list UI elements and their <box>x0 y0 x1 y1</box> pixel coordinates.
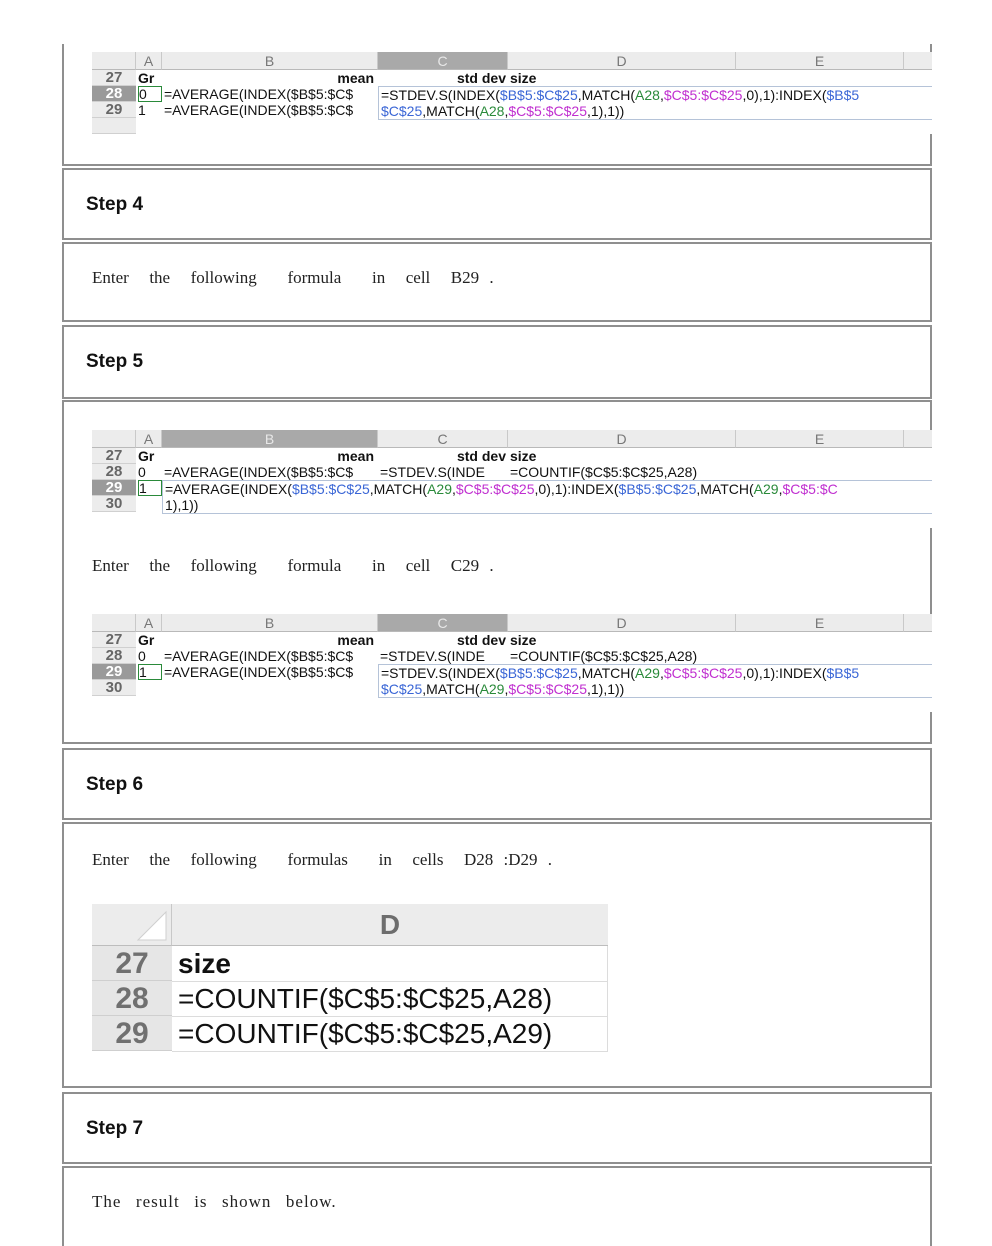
spreadsheet-step5-c29 <box>92 614 932 712</box>
cell-a29[interactable]: 1 <box>138 664 162 680</box>
formula-token: $B$5 <box>826 87 860 103</box>
cell-d28[interactable]: =COUNTIF($C$5:$C$25,A28) <box>178 983 553 1014</box>
formula-token: $B$5:$C$25 <box>618 481 697 497</box>
step-title: Step 6 <box>86 774 144 795</box>
cell-d27[interactable]: size <box>510 70 537 86</box>
formula-token: ,MATCH( <box>369 481 428 497</box>
step3-content-panel <box>62 44 932 166</box>
column-header-b[interactable]: B <box>162 614 378 632</box>
column-header-d[interactable]: D <box>508 430 736 448</box>
formula-token: ,0),1):INDEX( <box>534 481 619 497</box>
step4-content-panel <box>62 242 932 322</box>
cell-b29[interactable]: =AVERAGE(INDEX($B$5:$C$ <box>164 102 354 118</box>
cell-c28[interactable]: =STDEV.S(INDE <box>380 648 485 664</box>
formula-token: $C$5:$C$25 <box>455 481 535 497</box>
formula-token: $C$5:$C$25 <box>663 665 743 681</box>
row-number[interactable]: 27 <box>92 946 172 981</box>
formula-token: ,1),1)) <box>587 681 625 697</box>
row-number[interactable]: 29 <box>92 664 136 680</box>
formula-token: $B$5:$C$25 <box>499 665 578 681</box>
formula-token: ,MATCH( <box>422 681 480 697</box>
formula-token: $B$5:$C$25 <box>499 87 578 103</box>
column-header-a[interactable]: A <box>136 430 162 448</box>
step7-header <box>62 1092 932 1164</box>
cell-a27[interactable]: Gr <box>138 632 155 648</box>
select-all-corner[interactable] <box>92 52 136 70</box>
column-header-f[interactable] <box>904 614 932 632</box>
formula-token: $C$25 <box>381 103 423 119</box>
formula-token: =STDEV.S(INDEX( <box>381 665 500 681</box>
formula-token: $C$5:$C <box>782 481 838 497</box>
cell-d27[interactable]: size <box>510 632 537 648</box>
step-title: Step 4 <box>86 194 144 215</box>
column-header-d[interactable]: D <box>508 52 736 70</box>
cell-b28[interactable]: =AVERAGE(INDEX($B$5:$C$ <box>164 648 354 664</box>
row-number[interactable]: 28 <box>92 464 136 480</box>
formula-token: ,0),1):INDEX( <box>742 87 827 103</box>
formula-token: ,MATCH( <box>577 665 636 681</box>
column-header-c[interactable]: C <box>378 614 508 632</box>
formula-token: ,0),1):INDEX( <box>742 665 827 681</box>
spreadsheet-top <box>92 52 932 134</box>
step-title: Step 5 <box>86 351 144 372</box>
row-number[interactable]: 28 <box>92 86 136 102</box>
column-header-b[interactable]: B <box>162 52 378 70</box>
cell-a28[interactable]: 0 <box>138 464 146 480</box>
formula-token: , <box>504 103 509 119</box>
column-header-b[interactable]: B <box>162 430 378 448</box>
cell-a27[interactable]: Gr <box>138 448 155 464</box>
cell-b28[interactable]: =AVERAGE(INDEX($B$5:$C$ <box>164 464 354 480</box>
step5-content-panel <box>62 400 932 744</box>
cell-b28[interactable]: =AVERAGE(INDEX($B$5:$C$ <box>164 86 354 102</box>
cell-a27[interactable]: Gr <box>138 70 155 86</box>
row-number[interactable]: 28 <box>92 981 172 1016</box>
row-number[interactable]: 28 <box>92 648 136 664</box>
cell-a29[interactable]: 1 <box>138 102 146 118</box>
cell-c27[interactable]: std dev <box>456 70 506 86</box>
column-header-e[interactable]: E <box>736 614 904 632</box>
column-header-e[interactable]: E <box>736 430 904 448</box>
formula-token: A28 <box>479 103 505 119</box>
column-header-d[interactable]: D <box>508 614 736 632</box>
column-header-f[interactable] <box>904 430 932 448</box>
select-all-corner[interactable] <box>92 430 136 448</box>
cell-d27[interactable]: size <box>510 448 537 464</box>
formula-edit-box[interactable] <box>378 86 932 120</box>
step4-header <box>62 168 932 240</box>
column-header-f[interactable] <box>904 52 932 70</box>
cell-d28[interactable]: =COUNTIF($C$5:$C$25,A28) <box>510 648 698 664</box>
row-number[interactable] <box>92 118 136 134</box>
step5-header <box>62 325 932 399</box>
formula-token: , <box>452 481 456 497</box>
formula-token: 1),1)) <box>165 497 199 513</box>
corner-triangle-icon <box>92 904 172 946</box>
formula-token: A29 <box>427 481 452 497</box>
column-header-d[interactable]: D <box>172 904 608 946</box>
cell-b27[interactable]: mean <box>337 632 374 648</box>
formula-token: ,1),1)) <box>587 103 625 119</box>
cell-d29[interactable]: =COUNTIF($C$5:$C$25,A29) <box>178 1018 553 1049</box>
select-all-corner[interactable] <box>92 614 136 632</box>
cell-c28[interactable]: =STDEV.S(INDE <box>380 464 485 480</box>
cell-a29[interactable]: 1 <box>138 480 162 496</box>
select-all-corner[interactable] <box>92 904 172 946</box>
column-header-e[interactable]: E <box>736 52 904 70</box>
formula-token: $B$5 <box>826 665 860 681</box>
cell-c27[interactable]: std dev <box>456 632 506 648</box>
formula-token: $C$25 <box>381 681 423 697</box>
formula-token: ,MATCH( <box>696 481 754 497</box>
row-number[interactable]: 29 <box>92 1016 172 1051</box>
instruction-text: The result is shown below. <box>92 1192 337 1211</box>
grid-line <box>172 981 608 982</box>
cell-a28[interactable]: 0 <box>138 648 146 664</box>
step6-header <box>62 748 932 820</box>
row-number[interactable]: 27 <box>92 448 136 464</box>
cell-c27[interactable]: std dev <box>456 448 506 464</box>
cell-d27[interactable]: size <box>178 948 231 979</box>
formula-token: A29 <box>753 481 779 497</box>
column-header-c[interactable]: C <box>378 430 508 448</box>
formula-token: ,MATCH( <box>422 103 480 119</box>
row-number[interactable]: 27 <box>92 70 136 86</box>
formula-edit-box[interactable] <box>162 480 932 514</box>
grid-line <box>607 946 608 1052</box>
column-header-a[interactable]: A <box>136 614 162 632</box>
formula-token: =AVERAGE(INDEX( <box>165 481 292 497</box>
step7-content-panel <box>62 1166 932 1246</box>
step6-content-panel <box>62 822 932 1088</box>
column-header-c[interactable]: C <box>378 52 508 70</box>
instruction-text: Enter the following formula in cell C29 . <box>92 556 494 575</box>
row-number[interactable]: 30 <box>92 680 136 696</box>
spreadsheet-step5-b29 <box>92 430 932 528</box>
formula-token: $C$5:$C$25 <box>508 681 587 697</box>
column-header-a[interactable]: A <box>136 52 162 70</box>
row-number[interactable]: 29 <box>92 102 136 118</box>
formula-token: A29 <box>635 665 660 681</box>
formula-token: $C$5:$C$25 <box>663 87 743 103</box>
cell-a28[interactable]: 0 <box>138 86 162 102</box>
formula-token: , <box>504 681 509 697</box>
formula-token: $B$5:$C$25 <box>291 481 370 497</box>
formula-token: $C$5:$C$25 <box>508 103 587 119</box>
formula-edit-box[interactable] <box>378 664 932 698</box>
formula-token: , <box>659 87 664 103</box>
formula-token: , <box>659 665 664 681</box>
grid-line <box>172 1051 608 1052</box>
row-number[interactable]: 29 <box>92 480 136 496</box>
step-title: Step 7 <box>86 1118 144 1139</box>
cell-b29[interactable]: =AVERAGE(INDEX($B$5:$C$ <box>164 664 354 680</box>
formula-token: ,MATCH( <box>577 87 636 103</box>
grid-line <box>172 1016 608 1017</box>
instruction-text: Enter the following formula in cell B29 . <box>92 268 494 287</box>
formula-token: A29 <box>479 681 505 697</box>
formula-token: , <box>778 481 783 497</box>
cell-b27[interactable]: mean <box>337 448 374 464</box>
formula-token: =STDEV.S(INDEX( <box>381 87 500 103</box>
cell-d28[interactable]: =COUNTIF($C$5:$C$25,A28) <box>510 464 698 480</box>
formula-token: A28 <box>635 87 660 103</box>
row-number[interactable]: 27 <box>92 632 136 648</box>
cell-b27[interactable]: mean <box>337 70 374 86</box>
instruction-text: Enter the following formulas in cells D28 :D29 . <box>92 850 553 869</box>
row-number[interactable]: 30 <box>92 496 136 512</box>
spreadsheet-column-d <box>92 904 608 1054</box>
